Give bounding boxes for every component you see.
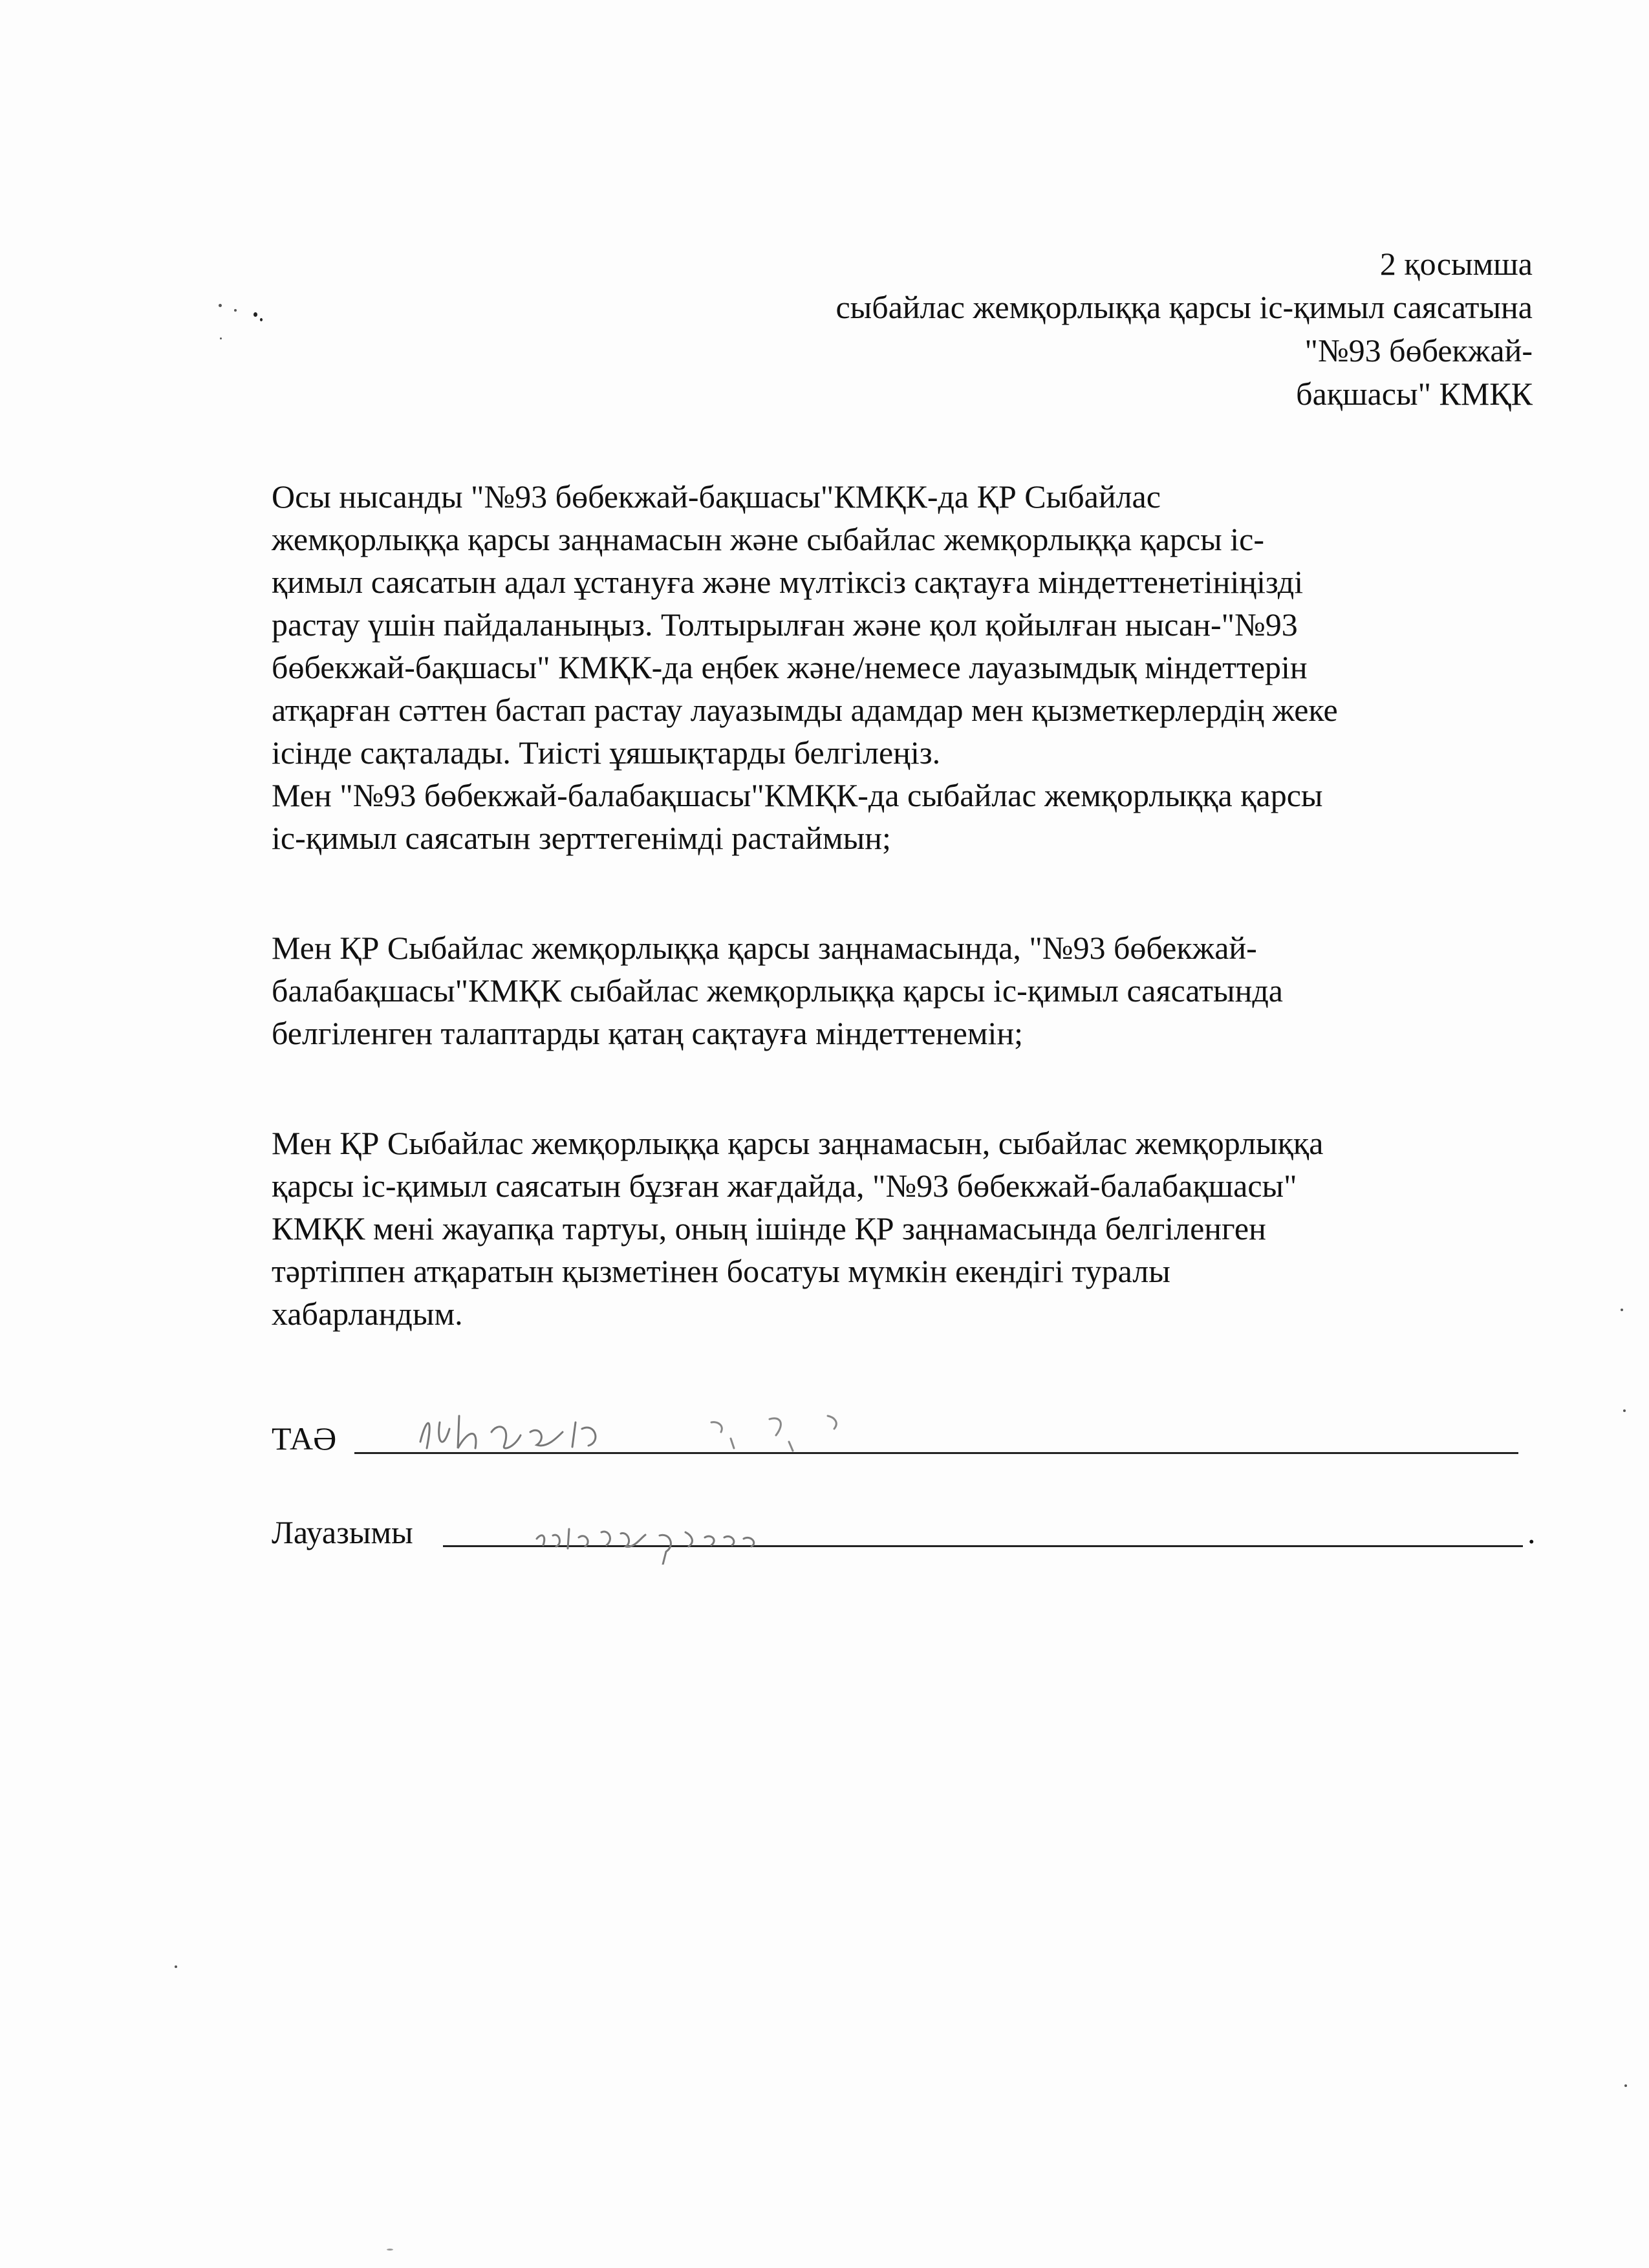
body-line: Мен ҚР Сыбайлас жемқорлыққа қарсы заңнамасында, "№93 бөбекжай-: [272, 930, 1257, 966]
scan-speck: [1621, 1309, 1623, 1311]
header-line: сыбайлас жемқорлыққа қарсы іс-қимыл саясатына: [835, 289, 1533, 325]
handwritten-position: [530, 1506, 892, 1565]
scan-speck: [1623, 1409, 1626, 1412]
paragraph-liability: [272, 1122, 1539, 1335]
scan-speck: [219, 304, 222, 307]
body-line: Мен "№93 бөбекжай-балабақшасы"КМҚК-да сыбайлас жемқорлыққа қарсы: [272, 777, 1323, 813]
paragraph-gap: [272, 859, 1539, 926]
body-line: іс-қимыл саясатын зерттегенімді растаймын;: [272, 820, 891, 856]
trailing-dot: .: [1527, 1514, 1536, 1550]
scan-speck: [1624, 2084, 1627, 2087]
body-line: хабарландым.: [272, 1296, 463, 1332]
paragraph-obligation: [272, 926, 1539, 1054]
scan-speck: [387, 2249, 393, 2251]
body-line: қарсы іс-қимыл саясатын бұзған жағдайда, "№93 бөбекжай-балабақшасы": [272, 1168, 1297, 1204]
scan-speck: [260, 318, 263, 321]
body-line: жемқорлыққа қарсы заңнамасын және сыбайлас жемқорлыққа қарсы іс-: [272, 521, 1265, 557]
name-row: [272, 1419, 336, 1458]
body-line: бөбекжай-бақшасы" КМҚК-да еңбек және/немесе лауазымдық міндеттерін: [272, 649, 1308, 685]
paragraph-gap: [272, 1054, 1539, 1122]
scan-speck: [253, 312, 257, 317]
body-line: қимыл саясатын адал ұстануға және мүлтіксіз сақтауға міндеттенетініңізді: [272, 564, 1304, 600]
scan-speck: [175, 1965, 177, 1968]
appendix-header: [627, 242, 1533, 416]
handwritten-name-signature: [407, 1403, 899, 1461]
body-line: растау үшін пайдаланыңыз. Толтырылған және қол қойылған нысан-"№93: [272, 606, 1298, 643]
header-line: "№93 бөбекжай-: [1304, 332, 1533, 369]
document-body: [272, 475, 1539, 1335]
body-line: балабақшасы"КМҚК сыбайлас жемқорлыққа қарсы іс-қимыл саясатында: [272, 972, 1283, 1009]
body-line: ісінде сақталады. Тиісті ұяшықтарды белгілеңіз.: [272, 734, 941, 771]
position-label: Лауазымы: [272, 1514, 413, 1550]
body-line: Осы нысанды "№93 бөбекжай-бақшасы"КМҚК-да ҚР Сыбайлас: [272, 478, 1161, 515]
paragraph-intro: [272, 475, 1539, 859]
name-label: ТАӘ: [272, 1420, 337, 1457]
scan-speck: [234, 309, 237, 312]
header-line: бақшасы" КМҚК: [1296, 376, 1533, 412]
body-line: тәртіппен атқаратын қызметінен босатуы мүмкін екендігі туралы: [272, 1253, 1170, 1289]
body-line: КМҚК мені жауапқа тартуы, оның ішінде ҚР заңнамасында белгіленген: [272, 1210, 1266, 1246]
body-line: Мен ҚР Сыбайлас жемқорлыққа қарсы заңнамасын, сыбайлас жемқорлыққа: [272, 1125, 1324, 1161]
body-line: белгіленген талаптарды қатаң сақтауға міндеттенемін;: [272, 1015, 1024, 1051]
scan-speck: [220, 337, 222, 339]
header-line: 2 қосымша: [1379, 246, 1533, 282]
body-line: атқарған сәттен бастап растау лауазымды адамдар мен қызметкерлердің жеке: [272, 692, 1338, 728]
position-row: [272, 1513, 413, 1552]
